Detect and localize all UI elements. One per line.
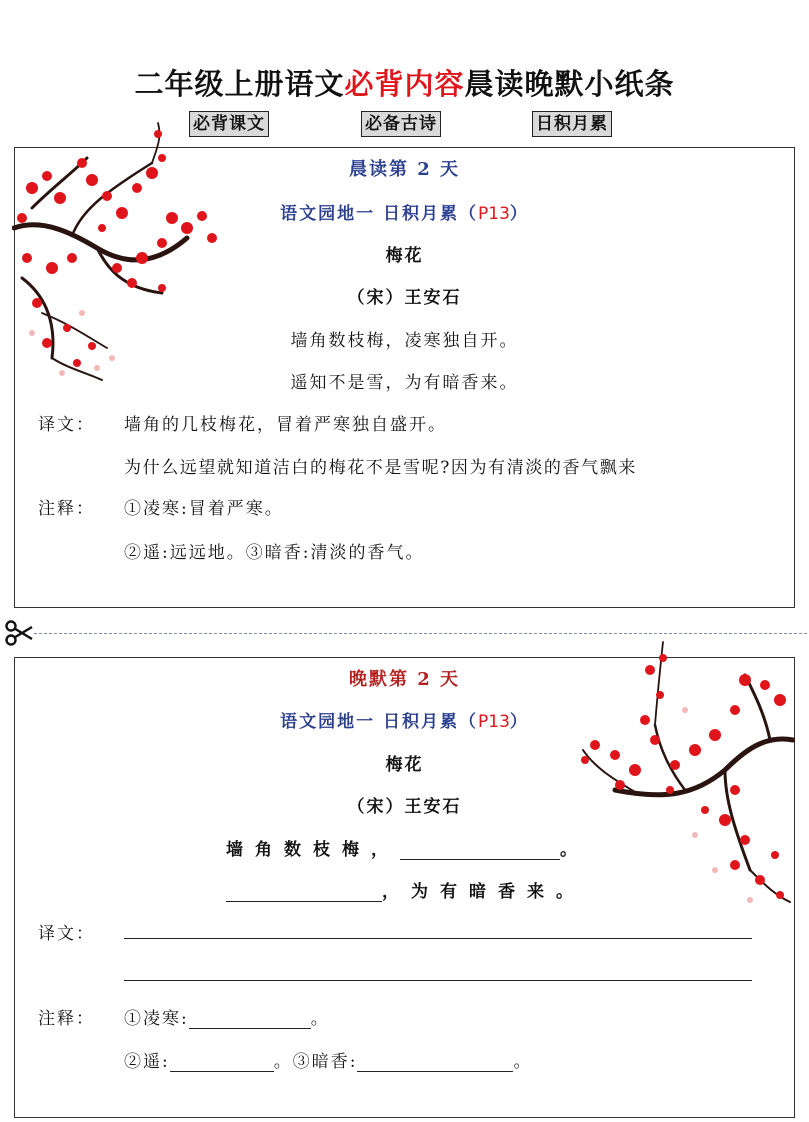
note1-blank[interactable]	[189, 1010, 311, 1029]
morning-source: 语文园地一 日积月累（P13）	[280, 204, 529, 224]
morning-author: （宋）王安石	[347, 288, 462, 308]
evening-note-1: ①凌寒: 。	[124, 1009, 330, 1029]
tab-daily-accumulation[interactable]: 日积月累	[532, 111, 612, 137]
scissors-icon	[4, 620, 34, 646]
evening-poem-line-2: ，为有暗香来。	[226, 877, 585, 902]
translation-answer-line-1[interactable]	[124, 938, 752, 939]
morning-notes-label: 注释：	[38, 499, 95, 519]
line2-blank[interactable]	[226, 883, 382, 902]
morning-translation-line-2: 为什么远望就知道洁白的梅花不是雪呢?因为有清淡的香气飘来	[124, 458, 637, 478]
morning-translation-label: 译文：	[38, 415, 95, 435]
evening-poem-line-1: 墙角数枝梅， 。	[226, 840, 579, 860]
tab-required-texts[interactable]: 必背课文	[189, 111, 269, 137]
morning-poem-title: 梅花	[385, 246, 424, 266]
evening-notes-label: 注释：	[38, 1009, 95, 1029]
note2-blank-b[interactable]	[357, 1053, 513, 1072]
evening-poem-title: 梅花	[385, 755, 424, 775]
page-title: 二年级上册语文必背内容晨读晚默小纸条	[134, 67, 675, 101]
translation-answer-line-2[interactable]	[124, 980, 752, 981]
note2-blank-a[interactable]	[170, 1053, 274, 1072]
title-highlight: 必背内容	[344, 67, 465, 101]
morning-heading: 晨读第 2 天	[348, 159, 461, 180]
evening-note-2: ②遥: 。③暗香: 。	[124, 1052, 533, 1072]
cut-line	[34, 633, 807, 634]
evening-source: 语文园地一 日积月累（P13）	[280, 712, 529, 732]
morning-note-2: ②遥:远远地。③暗香:清淡的香气。	[124, 543, 425, 563]
line1-blank[interactable]	[400, 841, 560, 860]
evening-author: （宋）王安石	[347, 797, 462, 817]
morning-poem-line-2: 遥知不是雪，为有暗香来。	[290, 373, 519, 393]
morning-note-1: ①凌寒:冒着严寒。	[124, 499, 284, 519]
evening-translation-label: 译文：	[38, 924, 95, 944]
morning-translation-line-1: 墙角的几枝梅花，冒着严寒独自盛开。	[124, 415, 447, 435]
tab-ancient-poems[interactable]: 必备古诗	[361, 111, 441, 137]
morning-poem-line-1: 墙角数枝梅，凌寒独自开。	[290, 331, 519, 351]
evening-heading: 晚默第 2 天	[348, 669, 461, 690]
